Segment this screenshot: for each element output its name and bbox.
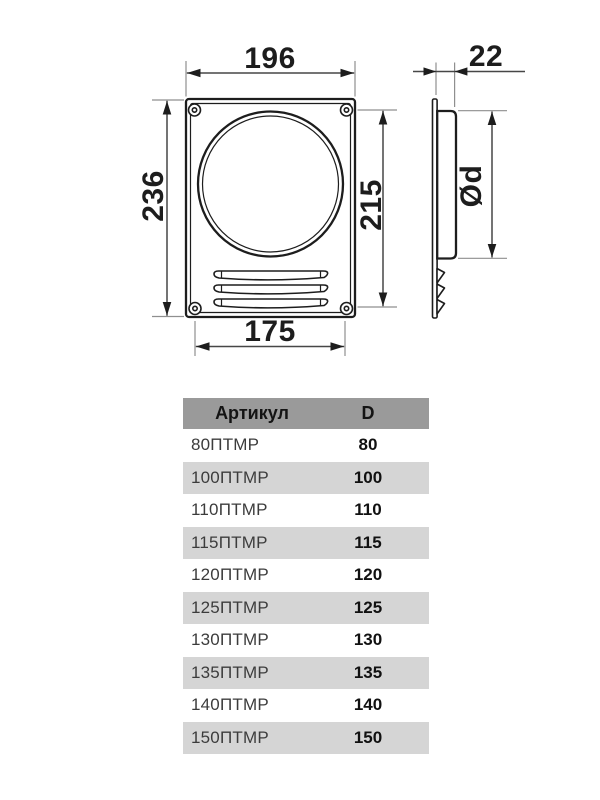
article-cell: 120ПТМР xyxy=(191,565,269,585)
header-d: D xyxy=(361,403,375,423)
side-louver-teeth xyxy=(437,269,445,315)
d-cell: 110 xyxy=(354,500,382,520)
dim-label-215: 215 xyxy=(355,179,388,231)
article-cell: 135ПТМР xyxy=(191,662,269,682)
dimension-196 xyxy=(186,42,355,97)
table-row xyxy=(183,462,429,495)
dimension-236 xyxy=(137,100,184,317)
dimension-22 xyxy=(413,40,525,107)
d-cell: 130 xyxy=(353,630,383,650)
header-article: Артикул xyxy=(215,403,289,423)
table-row xyxy=(183,494,429,527)
dimension-215 xyxy=(355,110,397,307)
d-cell: 100 xyxy=(353,467,383,487)
table-row xyxy=(183,689,429,722)
dim-label-diameter: Ød xyxy=(455,164,488,208)
d-cell: 135 xyxy=(353,662,383,682)
table-row xyxy=(183,559,429,592)
d-cell: 120 xyxy=(353,565,383,585)
table-row xyxy=(183,624,429,657)
table-row xyxy=(183,722,429,755)
article-cell: 80ПТМР xyxy=(191,435,260,455)
dimension-175 xyxy=(195,315,345,356)
table-row xyxy=(183,527,429,560)
dimension-diameter xyxy=(455,111,507,259)
d-cell: 80 xyxy=(358,435,378,455)
article-cell: 110ПТМР xyxy=(191,500,268,520)
article-cell: 100ПТМР xyxy=(191,467,269,487)
dim-label-22: 22 xyxy=(468,40,504,73)
front-view xyxy=(186,99,355,317)
article-cell: 150ПТМР xyxy=(191,727,269,747)
dim-label-175: 175 xyxy=(244,315,296,348)
louver-slats xyxy=(214,271,328,308)
d-cell: 115 xyxy=(354,532,382,552)
article-cell: 130ПТМР xyxy=(191,630,269,650)
d-cell: 150 xyxy=(353,727,383,747)
spec-table xyxy=(183,398,429,754)
side-view xyxy=(433,99,457,318)
side-duct-collar xyxy=(437,111,456,259)
table-body xyxy=(183,429,429,754)
dim-label-196: 196 xyxy=(244,42,296,75)
duct-opening-outer xyxy=(198,112,343,257)
article-cell: 140ПТМР xyxy=(191,695,269,715)
d-cell: 140 xyxy=(353,695,383,715)
d-cell: 125 xyxy=(353,597,383,617)
table-header xyxy=(183,398,429,429)
article-cell: 115ПТМР xyxy=(191,532,268,552)
table-row xyxy=(183,592,429,625)
article-cell: 125ПТМР xyxy=(191,597,269,617)
dim-label-236: 236 xyxy=(137,170,170,222)
technical-drawing xyxy=(0,0,600,392)
table-row xyxy=(183,657,429,690)
table-row xyxy=(183,429,429,462)
